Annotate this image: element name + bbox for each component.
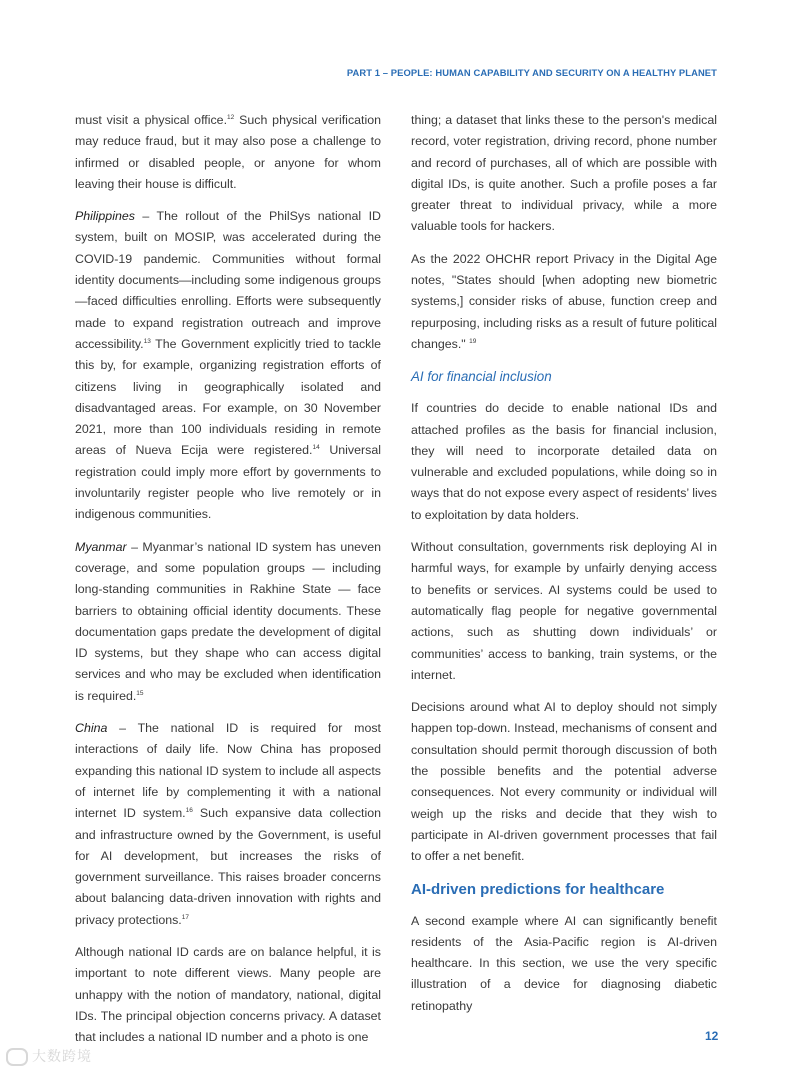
text: – The rollout of the PhilSys national ID system, built on MOSIP, was accelerated during the COVID-19 pandemic. Communities without formal identity documents—including some indigenous groups—faced difficulties enrolling. Efforts were subsequently made to expand registration outreach and improve accessibility.	[75, 209, 381, 351]
subheading-financial-inclusion: AI for financial inclusion	[411, 369, 552, 385]
page-number: 12	[705, 1029, 719, 1043]
left-column	[75, 110, 381, 1059]
paragraph-ohchr	[411, 249, 717, 355]
text: – The national ID is required for most interactions of daily life. Now China has proposed expanding this national ID system to include all aspects of internet life by complementing it with a national internet ID system.	[75, 721, 381, 821]
text: Such physical verification may reduce fraud, but it may also pose a challenge to infirmed or disabled people, or anyone for whom leaving their house is difficult.	[75, 113, 382, 191]
footnote-ref: 14	[312, 444, 320, 452]
paragraph-consultation: Without consultation, governments risk deploying AI in harmful ways, for example by unfairly denying access to benefits or services. AI systems could be used to automatically flag people for negative governmental actions, such as shutting down individuals’ or communities’ access to banking, train systems, or the internet.	[411, 540, 717, 682]
text: As the 2022 OHCHR report Privacy in the Digital Age notes, "States should [when adopting new biometric systems,] consider risks of abuse, function creep and repurposing, including risks as a result of future political changes."	[411, 251, 717, 351]
footnote-ref: 17	[181, 913, 189, 921]
section-heading-healthcare: AI-driven predictions for healthcare	[411, 880, 665, 898]
paragraph-id-views: Although national ID cards are on balance helpful, it is important to note different views. Many people are unhappy with the notion of mandatory, national, digital IDs. The principal objection concerns privacy. A dataset that includes a national ID number and a photo is one	[75, 944, 381, 1045]
text: must visit a physical office.	[75, 113, 228, 127]
watermark-text: 大数跨境	[32, 1048, 92, 1064]
footnote-ref: 19	[469, 337, 477, 345]
paragraph-financial-inclusion: If countries do decide to enable national IDs and attached profiles as the basis for financial inclusion, they will need to incorporate detailed data on vulnerable and excluded populations, while doing so in ways that do not expose every aspect of residents’ lives to exploitation by data holders.	[411, 401, 717, 522]
paragraph-physical-office	[75, 110, 381, 195]
country-label: China	[75, 721, 108, 736]
footnote-ref: 16	[185, 807, 193, 815]
paragraph-healthcare: A second example where AI can significantly benefit residents of the Asia-Pacific region is AI-driven healthcare. In this section, we use the very specific illustration of a device for diagnosing diabetic retinopathy	[411, 913, 717, 1013]
paragraph-dataset-linking: thing; a dataset that links these to the person's medical record, voter registration, driving record, phone number and record of purchases, all of which are possible with digital IDs, is quite another. Such a profile poses a far greater threat to individual privacy, while a more valuable tools for hackers.	[411, 113, 717, 234]
watermark-logo-icon	[6, 1048, 28, 1066]
text: Universal registration could imply more effort by governments to involuntarily register people who live remotely or in indigenous communities.	[75, 443, 381, 522]
paragraph-myanmar	[75, 537, 381, 707]
watermark	[6, 1046, 92, 1066]
right-column	[411, 110, 717, 1028]
footnote-ref: 13	[143, 337, 151, 345]
paragraph-china	[75, 718, 381, 931]
running-head: PART 1 – PEOPLE: HUMAN CAPABILITY AND SECURITY ON A HEALTHY PLANET	[346, 67, 717, 78]
country-label: Philippines	[75, 209, 135, 224]
footnote-ref: 15	[136, 689, 144, 697]
footnote-ref: 12	[227, 113, 235, 121]
paragraph-decisions: Decisions around what AI to deploy should not simply happen top-down. Instead, mechanisms of consent and consultation should permit thorough discussion of both the possible benefits and the potential adverse consequences. Not every community or individual will weigh up the risks and decide that they wish to participate in AI-driven government processes that fail to offer a net benefit.	[411, 700, 717, 864]
text: Such expansive data collection and infrastructure owned by the Government, is useful for AI development, but increases the risks of government surveillance. This raises broader concerns about balancing data-driven innovation with rights and privacy protections.	[75, 806, 381, 927]
text: The Government explicitly tried to tackle this by, for example, organizing registration efforts of citizens living in geographically isolated and disadvantaged areas. For example, on 30 November 2021, more than 100 individuals residing in remote areas of Nueva Ecija were registered.	[75, 336, 381, 458]
country-label: Myanmar	[75, 539, 127, 554]
paragraph-philippines	[75, 206, 381, 525]
text: – Myanmar’s national ID system has uneven coverage, and some population groups — including long-standing communities in Rakhine State — face barriers to obtaining official identity documents. These documentation gaps predate the development of digital ID systems, but they shape who can access digital services and who may be excluded when identification is required.	[75, 539, 381, 703]
